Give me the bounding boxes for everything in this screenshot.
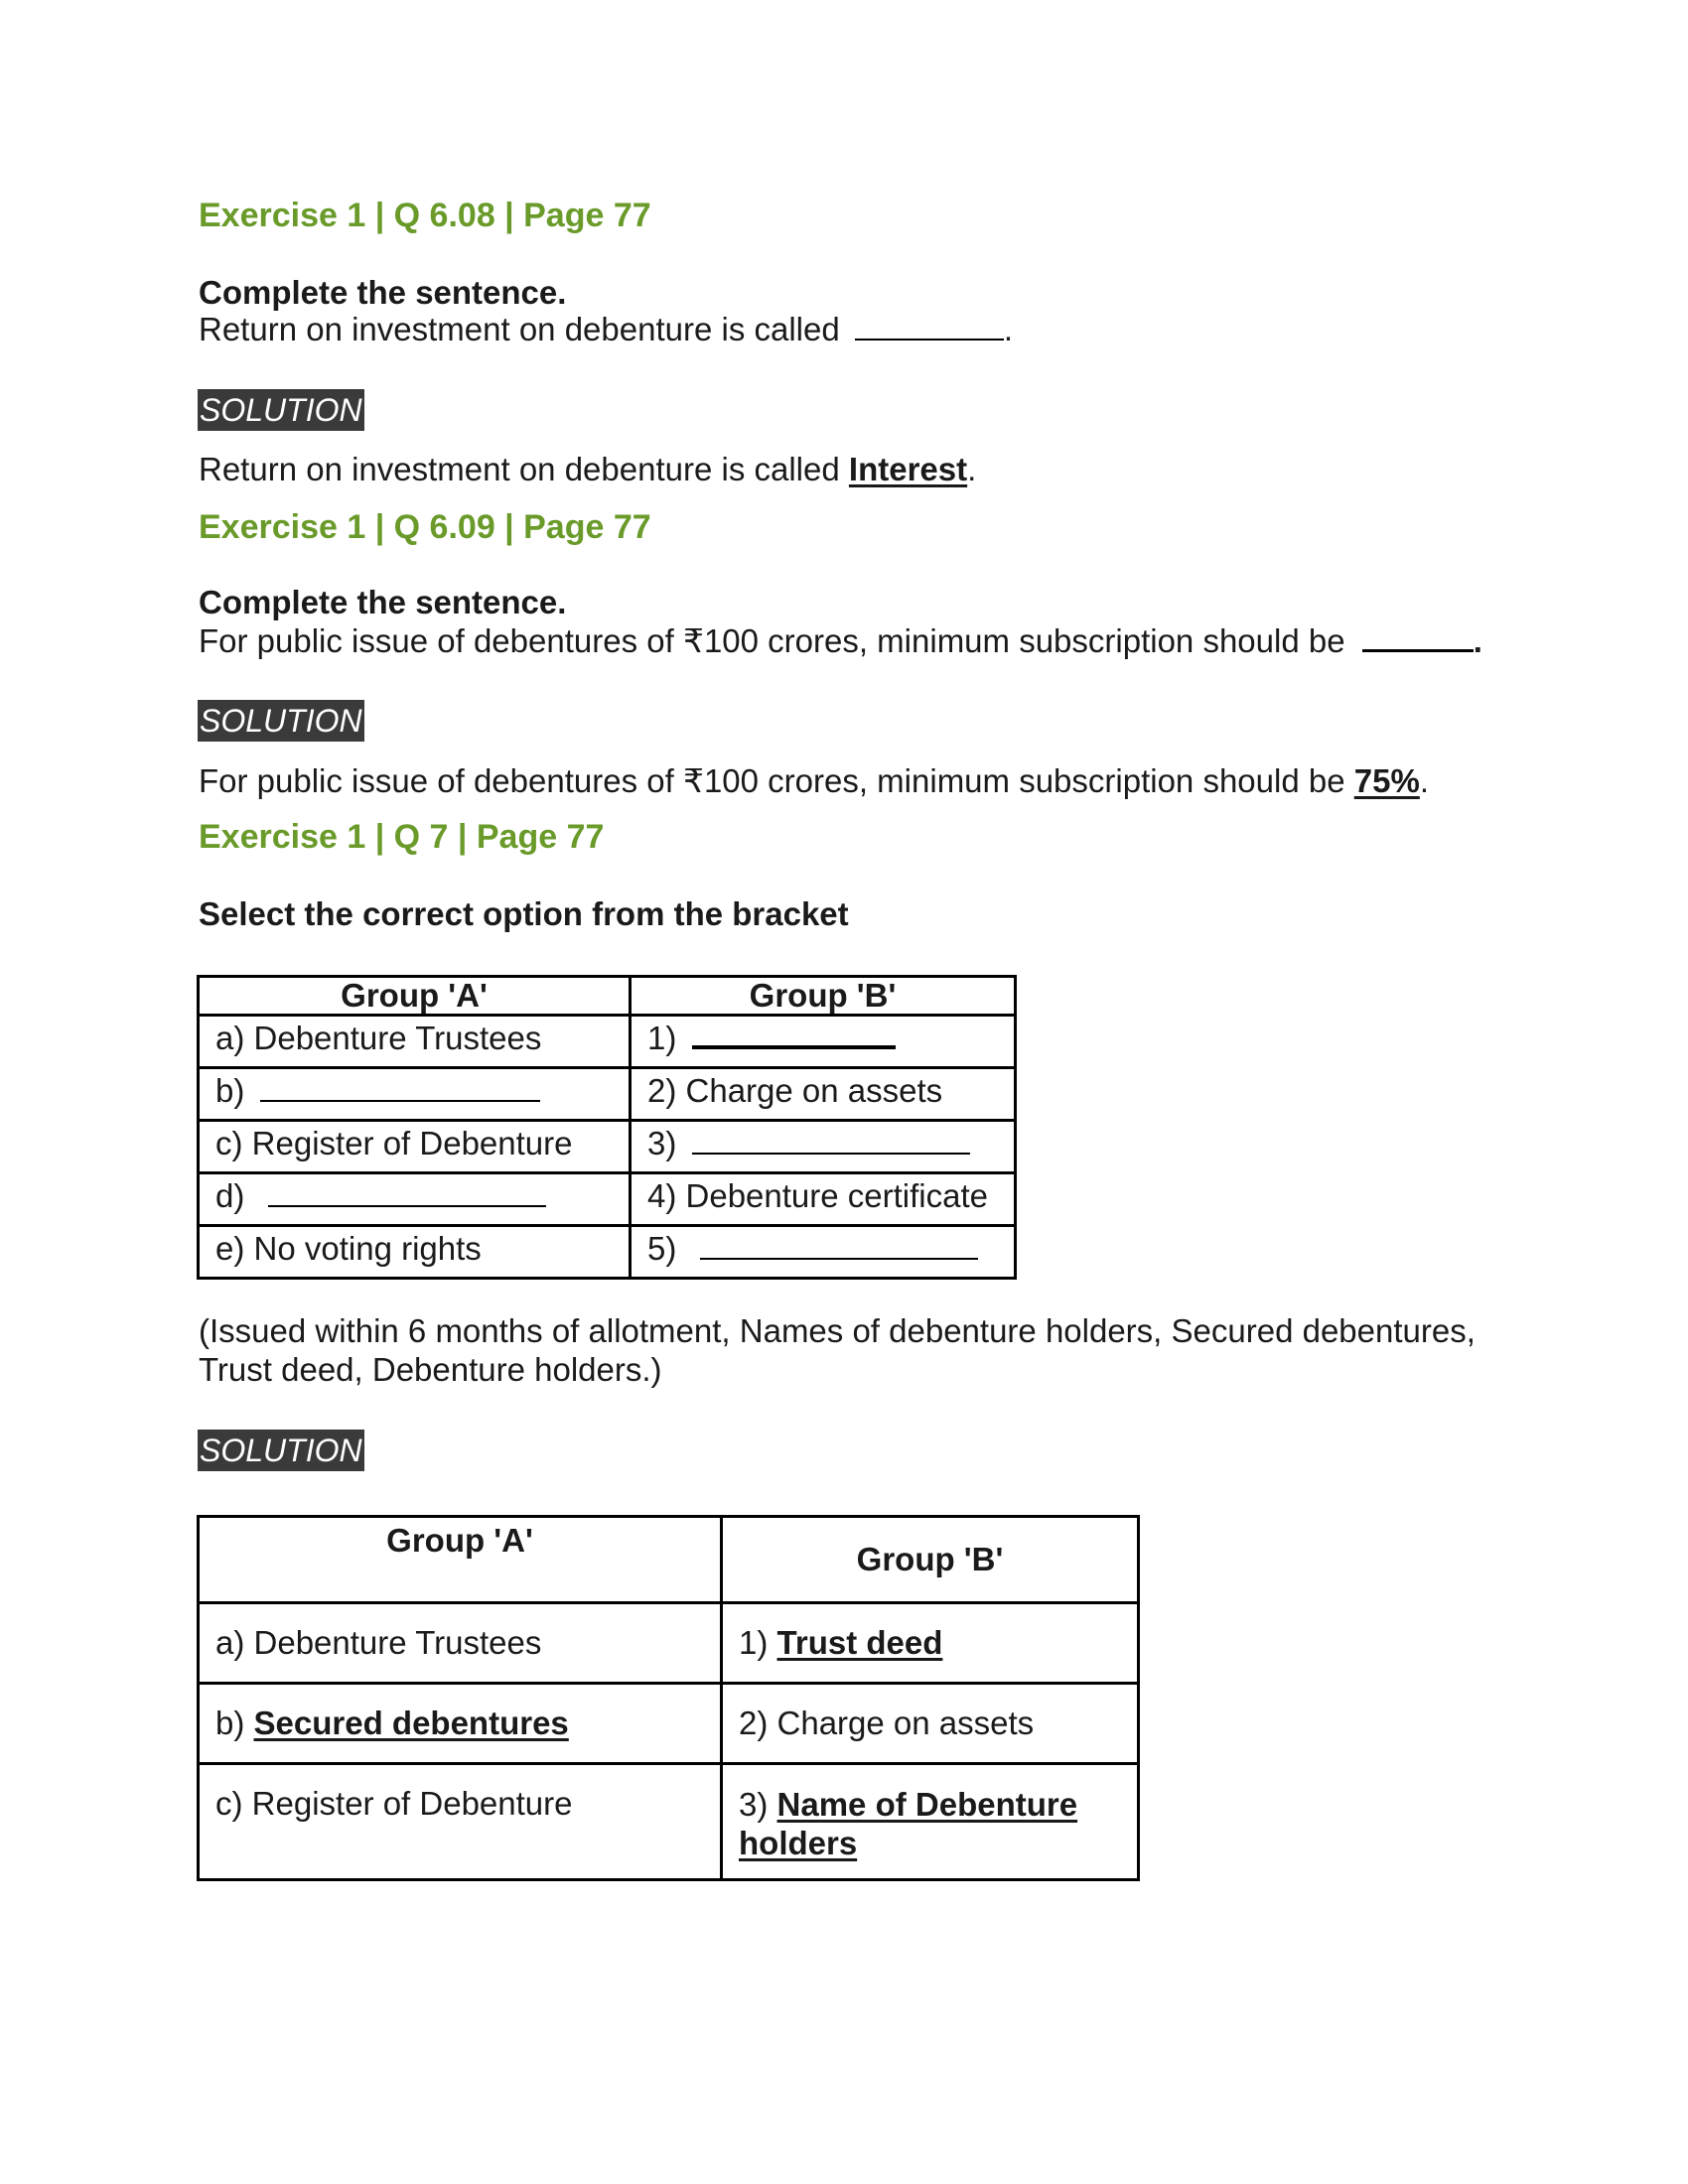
cell-label: 1) [739, 1624, 769, 1661]
table-row [199, 1068, 1016, 1121]
options-line-2: Trust deed, Debenture holders.) [199, 1351, 662, 1388]
question-sentence: Return on investment on debenture is called [199, 311, 840, 347]
table-row [199, 1684, 1139, 1764]
answer-period: . [1419, 762, 1429, 799]
solution-tag: SOLUTION [198, 700, 364, 742]
answer-value: 75% [1353, 762, 1420, 799]
question-period: . [1473, 622, 1482, 659]
header-group-b: Group 'B' [631, 977, 1016, 1016]
answer-blank [692, 1152, 970, 1155]
solution-tag: SOLUTION [198, 389, 364, 431]
cell-group-a [199, 1173, 631, 1226]
answer-blank [268, 1204, 546, 1207]
answer-period: . [967, 451, 977, 487]
question-title-q7: Select the correct option from the bracket [199, 895, 849, 932]
answer-blank [692, 1044, 896, 1049]
cell-answer: Trust deed [776, 1624, 943, 1661]
table-row [199, 1226, 1016, 1279]
header-group-a: Group 'A' [199, 977, 631, 1016]
cell-label: 3) [739, 1786, 769, 1823]
cell-label: b) [215, 1705, 245, 1741]
exercise-heading-q608: Exercise 1 | Q 6.08 | Page 77 [199, 197, 651, 234]
answer-blank [855, 338, 1004, 341]
answer-sentence: For public issue of debentures of ₹100 crores, minimum subscription should be [199, 762, 1345, 799]
solution-table [197, 1515, 1140, 1881]
question-text-q608 [199, 311, 1013, 348]
header-group-b: Group 'B' [722, 1517, 1139, 1603]
cell-answer: Secured debentures [253, 1705, 569, 1741]
answer-sentence: Return on investment on debenture is called [199, 451, 840, 487]
answer-blank [1362, 648, 1474, 652]
cell-group-a [199, 1684, 722, 1764]
table-row [199, 1016, 1016, 1068]
cell-group-b [722, 1764, 1139, 1880]
exercise-heading-q609: Exercise 1 | Q 6.09 | Page 77 [199, 508, 651, 546]
table-header-row [199, 1517, 1139, 1603]
table-row [199, 1173, 1016, 1226]
options-line-1: (Issued within 6 months of allotment, Names of debenture holders, Secured debentures, [199, 1312, 1476, 1349]
cell-group-a: c) Register of Debenture [199, 1764, 722, 1880]
answer-blank [700, 1257, 978, 1260]
cell-group-b: 4) Debenture certificate [631, 1173, 1016, 1226]
table-row [199, 1121, 1016, 1173]
answer-value: Interest [848, 451, 968, 487]
cell-label: 3) [647, 1125, 677, 1161]
cell-group-b [722, 1603, 1139, 1684]
table-row [199, 1764, 1139, 1880]
cell-group-b [631, 1121, 1016, 1173]
answer-blank [260, 1099, 540, 1102]
question-title-q608: Complete the sentence. [199, 274, 567, 311]
answer-text-q609 [199, 761, 1429, 800]
cell-label: 1) [647, 1020, 677, 1056]
cell-group-a: a) Debenture Trustees [199, 1016, 631, 1068]
cell-label: 5) [647, 1230, 677, 1267]
cell-label: b) [215, 1072, 245, 1109]
question-title-q609: Complete the sentence. [199, 584, 567, 620]
cell-answer: Name of Debenture [776, 1786, 1078, 1823]
table-header-row [199, 977, 1016, 1016]
cell-label: d) [215, 1177, 245, 1214]
question-text-q609 [199, 621, 1482, 660]
exercise-heading-q7: Exercise 1 | Q 7 | Page 77 [199, 818, 605, 856]
question-period: . [1003, 311, 1014, 347]
question-sentence: For public issue of debentures of ₹100 crores, minimum subscription should be [199, 622, 1345, 659]
cell-group-b [631, 1016, 1016, 1068]
cell-group-a: e) No voting rights [199, 1226, 631, 1279]
table-row [199, 1603, 1139, 1684]
header-group-a: Group 'A' [199, 1517, 722, 1603]
solution-tag: SOLUTION [198, 1430, 364, 1471]
cell-group-b [631, 1226, 1016, 1279]
cell-group-b: 2) Charge on assets [722, 1684, 1139, 1764]
cell-group-a: a) Debenture Trustees [199, 1603, 722, 1684]
cell-group-b: 2) Charge on assets [631, 1068, 1016, 1121]
cell-group-a: c) Register of Debenture [199, 1121, 631, 1173]
cell-group-a [199, 1068, 631, 1121]
cell-answer-continued: holders [739, 1825, 858, 1861]
answer-text-q608 [199, 451, 976, 488]
match-table [197, 975, 1017, 1280]
